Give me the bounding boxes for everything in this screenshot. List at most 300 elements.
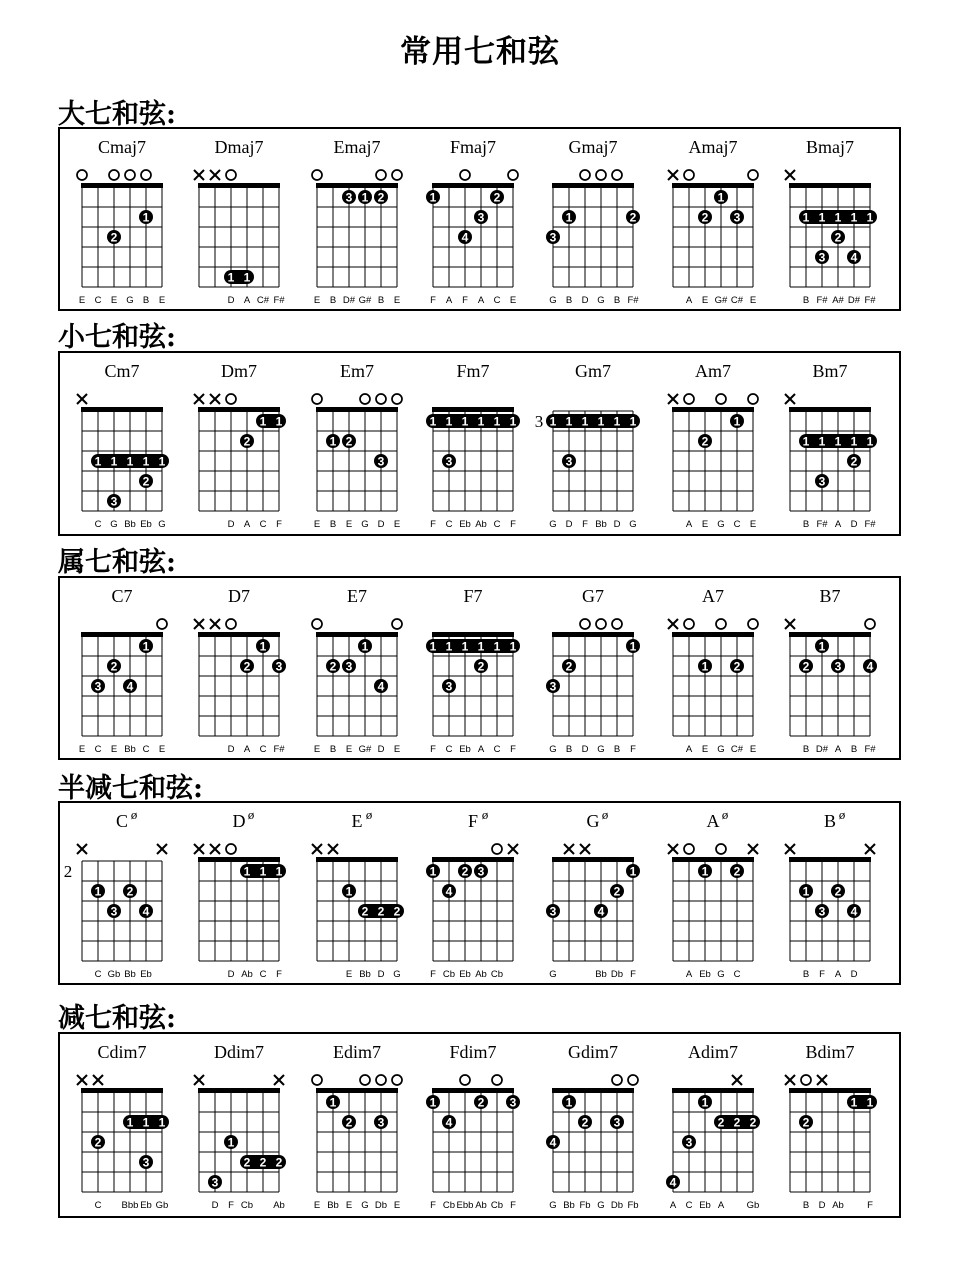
svg-text:2: 2 (329, 659, 337, 674)
finger-dot (474, 659, 488, 674)
finger-dot (546, 230, 560, 245)
finger-dot (730, 659, 744, 674)
svg-text:1: 1 (126, 1115, 134, 1130)
finger-dot (442, 679, 456, 694)
string-note-label: C (445, 519, 453, 530)
muted-string-icon (580, 844, 590, 854)
string-note-label: A (477, 744, 485, 755)
chord-diagram-a (657, 803, 769, 979)
string-note-label: G (717, 744, 725, 755)
finger-dot (91, 679, 105, 694)
svg-text:1: 1 (581, 414, 589, 429)
string-note-label: B (802, 744, 810, 755)
barre-bar (799, 434, 877, 449)
string-note-label: Gb (746, 1200, 760, 1211)
svg-text:3: 3 (110, 904, 118, 919)
muted-string-icon (93, 1075, 103, 1085)
svg-text:4: 4 (549, 1135, 557, 1150)
string-note-label: E (393, 1200, 401, 1211)
finger-dot (698, 210, 712, 225)
finger-dot (342, 434, 356, 449)
finger-dot (426, 1095, 440, 1110)
svg-text:1: 1 (701, 864, 709, 879)
fretboard-grid (549, 183, 634, 287)
barre-bar (714, 1115, 760, 1130)
string-note-label: C (493, 519, 501, 530)
finger-dot (610, 884, 624, 899)
string-note-label: E (393, 295, 401, 306)
svg-text:1: 1 (429, 864, 437, 879)
string-note-label: C (94, 295, 102, 306)
chord-name: Fm7 (456, 361, 490, 381)
barre-bar (256, 414, 286, 429)
section-title-m7: 小七和弦: (58, 322, 176, 353)
muted-string-icon (668, 170, 678, 180)
string-note-label: E (393, 744, 401, 755)
open-string-icon (684, 170, 694, 180)
svg-text:4: 4 (850, 904, 858, 919)
string-note-label: E (749, 744, 757, 755)
string-note-label: F (630, 744, 636, 755)
finger-dot (730, 210, 744, 225)
finger-dot (107, 494, 121, 509)
svg-text:2: 2 (850, 454, 858, 469)
finger-dot (666, 1175, 680, 1190)
open-string-icon (716, 619, 726, 629)
string-note-label: A (243, 519, 251, 530)
chord-diagram-dmaj7 (183, 129, 295, 305)
svg-text:4: 4 (445, 1115, 453, 1130)
svg-text:3: 3 (345, 659, 353, 674)
string-note-label: E (345, 969, 353, 980)
finger-dot (594, 904, 608, 919)
chord-name: Cm7 (104, 361, 140, 381)
svg-text:3: 3 (549, 230, 557, 245)
finger-dot (426, 864, 440, 879)
finger-dot (139, 904, 153, 919)
chord-name: C (115, 811, 129, 831)
chord-name: Am7 (695, 361, 731, 381)
fretboard-grid (789, 632, 871, 736)
string-note-label: C (259, 744, 267, 755)
string-note-label: E (701, 744, 709, 755)
string-note-label: F (510, 519, 516, 530)
string-note-label: Ab (241, 969, 253, 980)
svg-text:2: 2 (110, 659, 118, 674)
svg-text:4: 4 (126, 679, 134, 694)
finger-dot (730, 864, 744, 879)
finger-dot (546, 679, 560, 694)
string-note-label: Eb (459, 969, 471, 980)
svg-text:3: 3 (613, 1115, 621, 1130)
finger-dot (107, 904, 121, 919)
section-title-dim7: 减七和弦: (58, 1003, 176, 1034)
svg-text:3: 3 (275, 659, 283, 674)
string-note-label: Bb (595, 519, 607, 530)
finger-dot (698, 434, 712, 449)
finger-dot (847, 250, 861, 265)
string-note-label: A (685, 295, 693, 306)
string-note-label: F (276, 519, 282, 530)
svg-text:2: 2 (393, 904, 401, 919)
open-string-icon (596, 619, 606, 629)
fretboard-grid (429, 857, 514, 961)
string-note-label: Bb (124, 969, 136, 980)
fretboard-grid (549, 632, 634, 736)
svg-text:1: 1 (259, 639, 267, 654)
chord-diagram-cdim7 (66, 1034, 178, 1210)
string-note-label: G (549, 744, 557, 755)
string-note-label: E (313, 295, 321, 306)
string-note-label: G (717, 519, 725, 530)
string-note-label: F# (864, 519, 876, 530)
string-note-label: G# (358, 295, 372, 306)
section-title-half-dim7: 半减七和弦: (58, 773, 203, 804)
svg-text:1: 1 (802, 434, 810, 449)
finger-dot (562, 454, 576, 469)
svg-text:3: 3 (818, 474, 826, 489)
svg-text:3: 3 (685, 1135, 693, 1150)
svg-text:1: 1 (429, 1095, 437, 1110)
string-note-label: Bb (124, 519, 136, 530)
muted-string-icon (312, 844, 322, 854)
fretboard-grid (81, 183, 163, 287)
open-string-icon (684, 619, 694, 629)
string-note-label: Gb (107, 969, 121, 980)
half-diminished-symbol-icon: ø (481, 809, 489, 822)
string-note-label: E (110, 295, 118, 306)
string-note-label: D (581, 295, 589, 306)
open-string-icon (392, 170, 402, 180)
string-note-label: D (227, 744, 235, 755)
string-note-label: Db (610, 969, 624, 980)
string-note-label: C (493, 295, 501, 306)
open-string-icon (360, 1075, 370, 1085)
svg-text:2: 2 (802, 659, 810, 674)
chord-diagram-emaj7 (301, 129, 413, 305)
finger-dot (562, 659, 576, 674)
string-note-label: Db (610, 1200, 624, 1211)
svg-text:2: 2 (377, 904, 385, 919)
chord-diagram-adim7 (657, 1034, 769, 1210)
muted-string-icon (785, 1075, 795, 1085)
chord-diagram-dm7 (183, 353, 295, 529)
svg-text:2: 2 (110, 230, 118, 245)
finger-dot (863, 659, 877, 674)
barre-bar (426, 414, 520, 429)
svg-text:2: 2 (733, 864, 741, 879)
string-note-label: D# (342, 295, 356, 306)
fretboard-grid (549, 857, 634, 961)
svg-text:3: 3 (477, 210, 485, 225)
svg-text:1: 1 (110, 454, 118, 469)
svg-text:3: 3 (110, 494, 118, 509)
svg-text:3: 3 (509, 1095, 517, 1110)
chord-diagram-g7 (537, 578, 649, 754)
string-note-label: F# (864, 295, 876, 306)
svg-text:1: 1 (613, 414, 621, 429)
barre-bar (91, 454, 169, 469)
muted-string-icon (785, 844, 795, 854)
svg-text:2: 2 (243, 659, 251, 674)
chord-name: Bdim7 (805, 1042, 855, 1062)
barre-bar (546, 414, 640, 429)
svg-text:2: 2 (802, 1115, 810, 1130)
chord-diagram-d (183, 803, 295, 979)
svg-text:1: 1 (629, 864, 637, 879)
string-note-label: Cb (490, 1200, 504, 1211)
string-note-label: E (313, 744, 321, 755)
svg-text:1: 1 (429, 190, 437, 205)
chord-diagram-amaj7 (657, 129, 769, 305)
svg-text:1: 1 (227, 1135, 235, 1150)
string-note-label: F (582, 519, 588, 530)
svg-text:3: 3 (445, 454, 453, 469)
open-string-icon (312, 1075, 322, 1085)
finger-dot (626, 210, 640, 225)
open-string-icon (612, 619, 622, 629)
svg-text:1: 1 (493, 414, 501, 429)
svg-text:4: 4 (597, 904, 605, 919)
string-note-label: E (313, 1200, 321, 1211)
open-string-icon (684, 394, 694, 404)
string-note-label: Eb (699, 969, 711, 980)
string-note-label: G (110, 519, 118, 530)
string-note-label: G (393, 969, 401, 980)
string-note-label: E (701, 295, 709, 306)
string-note-label: A (685, 969, 693, 980)
finger-dot (474, 1095, 488, 1110)
muted-string-icon (274, 1075, 284, 1085)
svg-text:2: 2 (345, 434, 353, 449)
svg-text:2: 2 (733, 1115, 741, 1130)
chord-name: F7 (463, 586, 483, 606)
finger-dot (272, 659, 286, 674)
half-diminished-symbol-icon: ø (838, 809, 846, 822)
svg-text:4: 4 (850, 250, 858, 265)
barre-bar (799, 210, 877, 225)
svg-text:1: 1 (850, 434, 858, 449)
muted-string-icon (328, 844, 338, 854)
string-note-label: E (78, 295, 86, 306)
svg-text:1: 1 (802, 884, 810, 899)
svg-text:2: 2 (461, 864, 469, 879)
muted-string-icon (210, 619, 220, 629)
chord-name: F (467, 811, 479, 831)
string-note-label: D (613, 519, 621, 530)
string-note-label: E (110, 744, 118, 755)
svg-text:2: 2 (581, 1115, 589, 1130)
finger-dot (831, 659, 845, 674)
finger-dot (815, 904, 829, 919)
string-note-label: G (549, 519, 557, 530)
string-note-label: F# (627, 295, 639, 306)
svg-text:1: 1 (142, 210, 150, 225)
string-note-label: B (565, 744, 573, 755)
muted-string-icon (210, 844, 220, 854)
svg-text:1: 1 (275, 864, 283, 879)
string-note-label: F (276, 969, 282, 980)
svg-text:1: 1 (818, 210, 826, 225)
string-note-label: F (462, 295, 468, 306)
open-string-icon (716, 394, 726, 404)
string-note-label: Bb (595, 969, 607, 980)
string-note-label: F (430, 969, 436, 980)
chord-diagram-gdim7 (537, 1034, 649, 1210)
half-diminished-symbol-icon: ø (601, 809, 609, 822)
svg-text:2: 2 (565, 659, 573, 674)
chord-name: C7 (111, 586, 133, 606)
chord-diagram-gm7 (534, 353, 649, 530)
string-note-label: Fb (627, 1200, 639, 1211)
half-diminished-symbol-icon: ø (721, 809, 729, 822)
finger-dot (256, 639, 270, 654)
finger-dot (714, 190, 728, 205)
muted-string-icon (77, 844, 87, 854)
svg-text:3: 3 (834, 659, 842, 674)
muted-string-icon (210, 170, 220, 180)
string-note-label: A (477, 295, 485, 306)
open-string-icon (360, 394, 370, 404)
svg-text:3: 3 (211, 1175, 219, 1190)
chord-name: D7 (228, 586, 250, 606)
string-note-label: G (158, 519, 166, 530)
barre-bar (240, 1155, 286, 1170)
svg-text:3: 3 (445, 679, 453, 694)
string-note-label: Bb (359, 969, 371, 980)
string-note-label: G# (714, 295, 728, 306)
string-note-label: C (94, 1200, 102, 1211)
fretboard-grid (789, 183, 871, 287)
string-note-label: B (802, 519, 810, 530)
finger-dot (240, 659, 254, 674)
string-note-label: G# (358, 744, 372, 755)
muted-string-icon (210, 394, 220, 404)
svg-text:1: 1 (509, 639, 517, 654)
svg-text:3: 3 (565, 454, 573, 469)
finger-dot (342, 884, 356, 899)
chord-name: Gmaj7 (568, 137, 618, 157)
string-note-label: Cb (240, 1200, 254, 1211)
string-note-label: B (613, 295, 621, 306)
svg-text:2: 2 (629, 210, 637, 225)
page-title: 常用七和弦 (400, 34, 560, 70)
string-note-label: B (613, 744, 621, 755)
open-string-icon (226, 394, 236, 404)
svg-text:1: 1 (429, 414, 437, 429)
string-note-label: B (565, 295, 573, 306)
chord-name: Amaj7 (688, 137, 738, 157)
finger-dot (698, 864, 712, 879)
open-string-icon (492, 1075, 502, 1085)
string-note-label: C (733, 519, 741, 530)
string-note-label: Ab (475, 519, 487, 530)
open-string-icon (580, 170, 590, 180)
open-string-icon (612, 170, 622, 180)
open-string-icon (628, 1075, 638, 1085)
string-note-label: F (430, 744, 436, 755)
svg-text:1: 1 (493, 639, 501, 654)
svg-text:3: 3 (818, 250, 826, 265)
svg-text:1: 1 (629, 414, 637, 429)
string-note-label: B (142, 295, 150, 306)
chord-diagram-cm7 (66, 353, 178, 529)
open-string-icon (580, 619, 590, 629)
half-diminished-symbol-icon: ø (247, 809, 255, 822)
finger-dot (626, 639, 640, 654)
finger-dot (374, 454, 388, 469)
svg-text:3: 3 (94, 679, 102, 694)
finger-dot (458, 230, 472, 245)
svg-text:1: 1 (802, 210, 810, 225)
string-note-label: C# (256, 295, 270, 306)
svg-text:1: 1 (243, 270, 251, 285)
finger-dot (799, 1115, 813, 1130)
finger-dot (123, 679, 137, 694)
string-note-label: F# (864, 744, 876, 755)
chord-diagram-a7 (657, 578, 769, 754)
string-note-label: G (361, 1200, 369, 1211)
svg-text:2: 2 (243, 434, 251, 449)
svg-text:1: 1 (158, 1115, 166, 1130)
muted-string-icon (564, 844, 574, 854)
open-string-icon (748, 170, 758, 180)
svg-text:1: 1 (259, 414, 267, 429)
string-note-label: Ab (273, 1200, 285, 1211)
svg-text:4: 4 (377, 679, 385, 694)
string-note-label: B (802, 295, 810, 306)
finger-dot (240, 434, 254, 449)
svg-text:2: 2 (243, 1155, 251, 1170)
string-note-label: D# (847, 295, 861, 306)
open-string-icon (865, 619, 875, 629)
svg-text:3: 3 (549, 904, 557, 919)
svg-text:1: 1 (834, 434, 842, 449)
svg-text:1: 1 (259, 864, 267, 879)
svg-text:1: 1 (461, 639, 469, 654)
string-note-label: E (345, 519, 353, 530)
open-string-icon (596, 170, 606, 180)
svg-text:2: 2 (377, 190, 385, 205)
string-note-label: Db (374, 1200, 388, 1211)
svg-text:2: 2 (717, 1115, 725, 1130)
svg-text:1: 1 (142, 1115, 150, 1130)
svg-text:1: 1 (477, 414, 485, 429)
section-title-maj7: 大七和弦: (58, 99, 176, 130)
svg-text:3: 3 (377, 454, 385, 469)
svg-text:1: 1 (429, 639, 437, 654)
string-note-label: F# (273, 744, 285, 755)
string-note-label: A (834, 969, 842, 980)
finger-dot (123, 884, 137, 899)
open-string-icon (226, 170, 236, 180)
string-note-label: G (597, 295, 605, 306)
string-note-label: G (126, 295, 134, 306)
svg-text:1: 1 (565, 1095, 573, 1110)
svg-text:1: 1 (329, 434, 337, 449)
muted-string-icon (194, 170, 204, 180)
string-note-label: A (717, 1200, 725, 1211)
svg-text:4: 4 (669, 1175, 677, 1190)
finger-dot (474, 864, 488, 879)
string-note-label: E (701, 519, 709, 530)
string-note-label: B (329, 519, 337, 530)
string-note-label: D (377, 744, 385, 755)
open-string-icon (312, 394, 322, 404)
string-note-label: G (549, 1200, 557, 1211)
fret-position-number: 3 (534, 412, 544, 431)
string-note-label: D (850, 969, 858, 980)
